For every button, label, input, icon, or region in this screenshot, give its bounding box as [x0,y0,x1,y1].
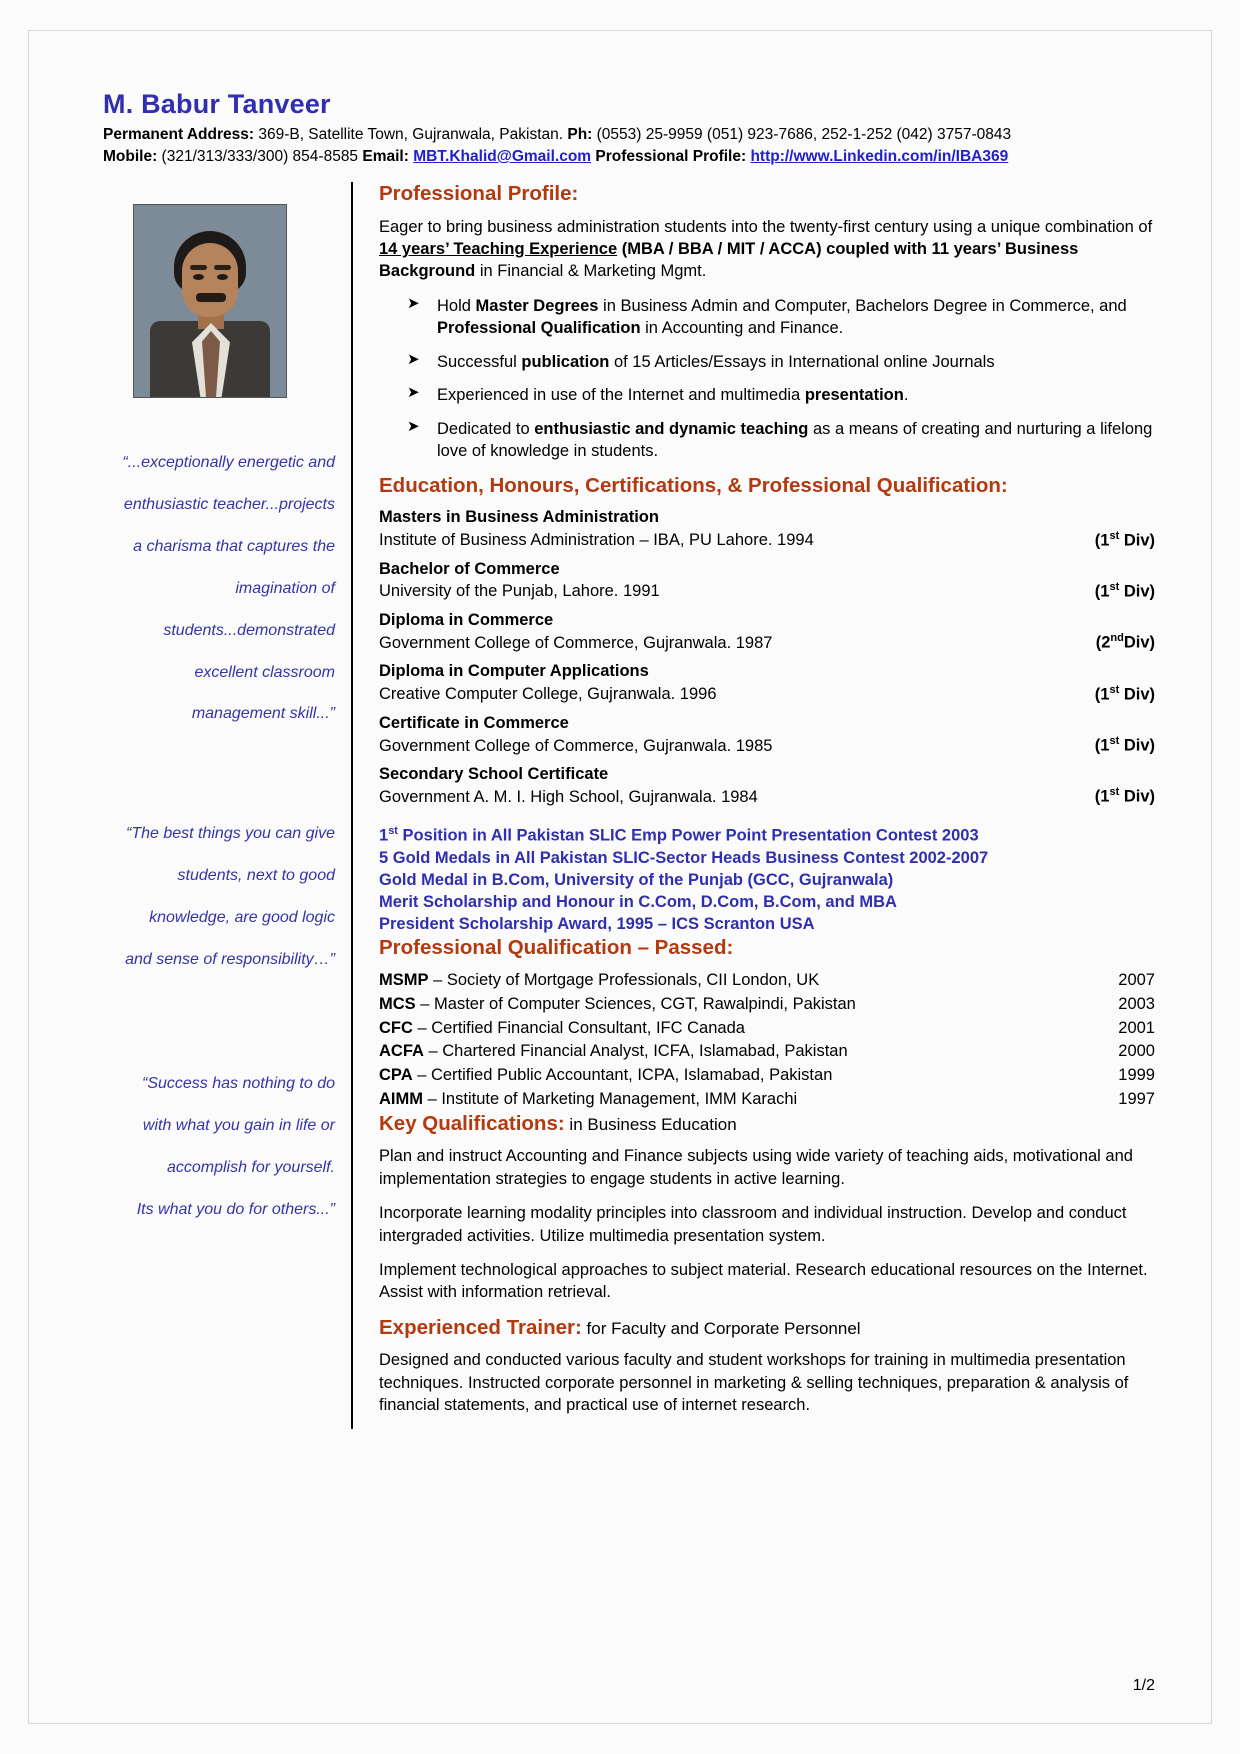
education-degree: Secondary School Certificate [379,765,609,783]
profile-intro-b: (MBA / BBA / MIT / ACCA) coupled with 11 years’ Business Background [379,240,1079,281]
quote-line: enthusiastic teacher...projects [123,495,335,513]
quote-line: students...demonstrated [163,621,335,639]
education-degree: Certificate in Commerce [379,713,569,732]
resume-sheet [28,30,1212,1724]
resume-header [85,89,1155,168]
quote-line: students, next to good [177,867,335,885]
quote-line: a charisma that captures the [133,537,335,555]
profile-bullet-list [379,295,1155,463]
education-institute: University of the Punjab, Lahore. 1991 [379,582,660,601]
phone-values: (0553) 25-9959 (051) 923-7686, 252-1-252 (042) 3757-0843 [592,126,1012,143]
qualification-desc: CPA – Certified Public Accountant, ICPA, Islamabad, Pakistan [379,1066,833,1085]
profile-intro-c: in Financial & Marketing Mgmt. [475,262,707,281]
award-line: Gold Medal in B.Com, University of the Punjab (GCC, Gujranwala) [379,870,894,889]
list-item: ➤ Dedicated to enthusiastic and dynamic teaching as a means of creating and nurturing a lifelong love of knowledge in students. [407,417,1153,461]
email-link[interactable]: MBT.Khalid@Gmail.com [413,148,592,165]
quote-line: Its what you do for others...” [136,1200,335,1218]
phone-label: Ph: [567,126,593,143]
address-value: 369-B, Satellite Town, Gujranwala, Pakistan. [254,126,568,143]
arrow-bullet-icon: ➤ [407,384,420,402]
quote-line: imagination of [235,579,335,597]
trainer-paragraph: Designed and conducted various faculty and student workshops for training in multimedia presentation techniques. Instructed corporate personnel in marketing & selling techniques, preparation & analysis of financial statements, and practical use of internet research. [379,1351,1129,1415]
list-item: ➤ Hold Master Degrees in Business Admin and Computer, Bachelors Degree in Commerce, and Professional Qualification in Accounting and Finance. [407,294,1127,338]
page-number: 1/2 [1132,1677,1155,1694]
table-row [379,1017,1155,1041]
education-division: (1st Div) [1094,529,1155,550]
quote-line: excellent classroom [194,663,335,681]
section-heading-key-qualifications: Key Qualifications: in Business Education [379,1111,737,1135]
education-row [379,610,1155,654]
education-row [379,559,1155,603]
table-row [379,969,1155,993]
linkedin-link[interactable]: http://www.Linkedin.com/in/IBA369 [750,148,1009,165]
table-row [379,1040,1155,1064]
education-institute: Government College of Commerce, Gujranwala. 1987 [379,633,773,652]
education-division: (1st Div) [1094,735,1155,755]
education-row [379,713,1155,757]
section-heading-professional-profile: Professional Profile: [379,182,579,205]
table-row [379,1064,1155,1088]
education-division: (1st Div) [1094,786,1155,806]
testimonial-quote-1 [85,442,335,735]
education-division: (1st Div) [1094,580,1155,601]
candidate-name: M. Babur Tanveer [103,89,331,119]
contact-line-mobile-email [103,146,1155,168]
quote-line: “Success has nothing to do [141,1074,335,1092]
award-line: President Scholarship Award, 1995 – ICS Scranton USA [379,914,815,933]
qualification-year: 2000 [1118,1042,1155,1061]
qualification-desc: AIMM – Institute of Marketing Management, IMM Karachi [379,1089,798,1108]
education-row [379,764,1155,808]
education-degree: Bachelor of Commerce [379,559,560,578]
arrow-bullet-icon: ➤ [407,417,420,435]
education-institute: Institute of Business Administration – IBA, PU Lahore. 1994 [379,531,814,550]
section-heading-education: Education, Honours, Certifications, & Professional Qualification: [379,473,1008,497]
contact-line-address [103,124,1155,146]
education-row [379,661,1155,705]
education-degree: Masters in Business Administration [379,508,659,527]
section-heading-professional-qualification: Professional Qualification – Passed: [379,935,734,959]
arrow-bullet-icon: ➤ [407,350,420,368]
quote-line: accomplish for yourself. [166,1158,335,1176]
mobile-label: Mobile: [103,148,158,165]
section-heading-experienced-trainer: Experienced Trainer: for Faculty and Corporate Personnel [379,1315,861,1339]
portrait-photo [133,204,287,398]
quote-line: “...exceptionally energetic and [122,454,335,471]
main-column [353,182,1155,1429]
resume-body [85,182,1155,1429]
quote-line: and sense of responsibility…” [125,951,335,969]
award-line: 1st Position in All Pakistan SLIC Emp Power Point Presentation Contest 2003 [379,825,979,845]
qualification-desc: MSMP – Society of Mortgage Professionals, CII London, UK [379,971,820,990]
quote-line: “The best things you can give [125,825,335,843]
quote-line: knowledge, are good logic [149,909,335,927]
key-qualifications-paragraph: Plan and instruct Accounting and Finance subjects using wide variety of teaching aids, motivational and implementation strategies to engage students in active learning. [379,1147,1133,1188]
sidebar-column [85,182,353,1429]
qualification-year: 2001 [1118,1018,1155,1037]
list-item: ➤ Successful publication of 15 Articles/Essays in International online Journals [407,350,995,371]
profile-intro-underline: 14 years’ Teaching Experience [379,240,618,259]
email-label: Email: [362,148,409,165]
education-division: (1st Div) [1094,683,1155,704]
education-division: (2ndDiv) [1095,632,1155,652]
testimonial-quote-2 [85,813,335,981]
mobile-value: (321/313/333/300) 854-8585 [157,148,363,165]
qualification-desc: MCS – Master of Computer Sciences, CGT, Rawalpindi, Pakistan [379,994,856,1013]
qualification-desc: ACFA – Chartered Financial Analyst, ICFA, Islamabad, Pakistan [379,1042,848,1061]
education-row [379,507,1155,551]
profile-intro-paragraph [379,216,1155,283]
address-label: Permanent Address: [103,126,255,143]
profile-label: Professional Profile: [595,148,747,165]
education-institute: Government College of Commerce, Gujranwala. 1985 [379,736,773,755]
table-row [379,1088,1155,1112]
education-degree: Diploma in Computer Applications [379,662,649,681]
qualification-year: 2007 [1118,971,1155,990]
award-line: 5 Gold Medals in All Pakistan SLIC-Sector Heads Business Contest 2002-2007 [379,848,989,867]
profile-intro-a: Eager to bring business administration students into the twenty-first century using a unique combination of [379,217,1153,236]
quote-line: with what you gain in life or [142,1116,335,1134]
qualification-year: 1997 [1118,1089,1155,1108]
education-institute: Creative Computer College, Gujranwala. 1996 [379,685,717,704]
qualification-table [379,969,1155,1112]
list-item: ➤ Experienced in use of the Internet and multimedia presentation. [407,384,909,405]
qualification-year: 2003 [1118,994,1155,1013]
education-list [379,507,1155,808]
quote-line: management skill...” [191,705,335,723]
qualification-year: 1999 [1118,1066,1155,1085]
testimonial-quote-3 [85,1063,335,1231]
key-qualifications-paragraph: Implement technological approaches to subject material. Research educational resources on the Internet. Assist with information retrieval. [379,1261,1148,1302]
table-row [379,993,1155,1017]
qualification-desc: CFC – Certified Financial Consultant, IFC Canada [379,1018,745,1037]
education-degree: Diploma in Commerce [379,610,554,629]
awards-block [379,824,1155,935]
arrow-bullet-icon: ➤ [407,294,420,312]
key-qualifications-paragraph: Incorporate learning modality principles into classroom and individual instruction. Develop and conduct intergraded activities. Utilize multimedia presentation system. [379,1204,1127,1245]
award-line: Merit Scholarship and Honour in C.Com, D.Com, B.Com, and MBA [379,892,897,911]
education-institute: Government A. M. I. High School, Gujranwala. 1984 [379,787,758,806]
